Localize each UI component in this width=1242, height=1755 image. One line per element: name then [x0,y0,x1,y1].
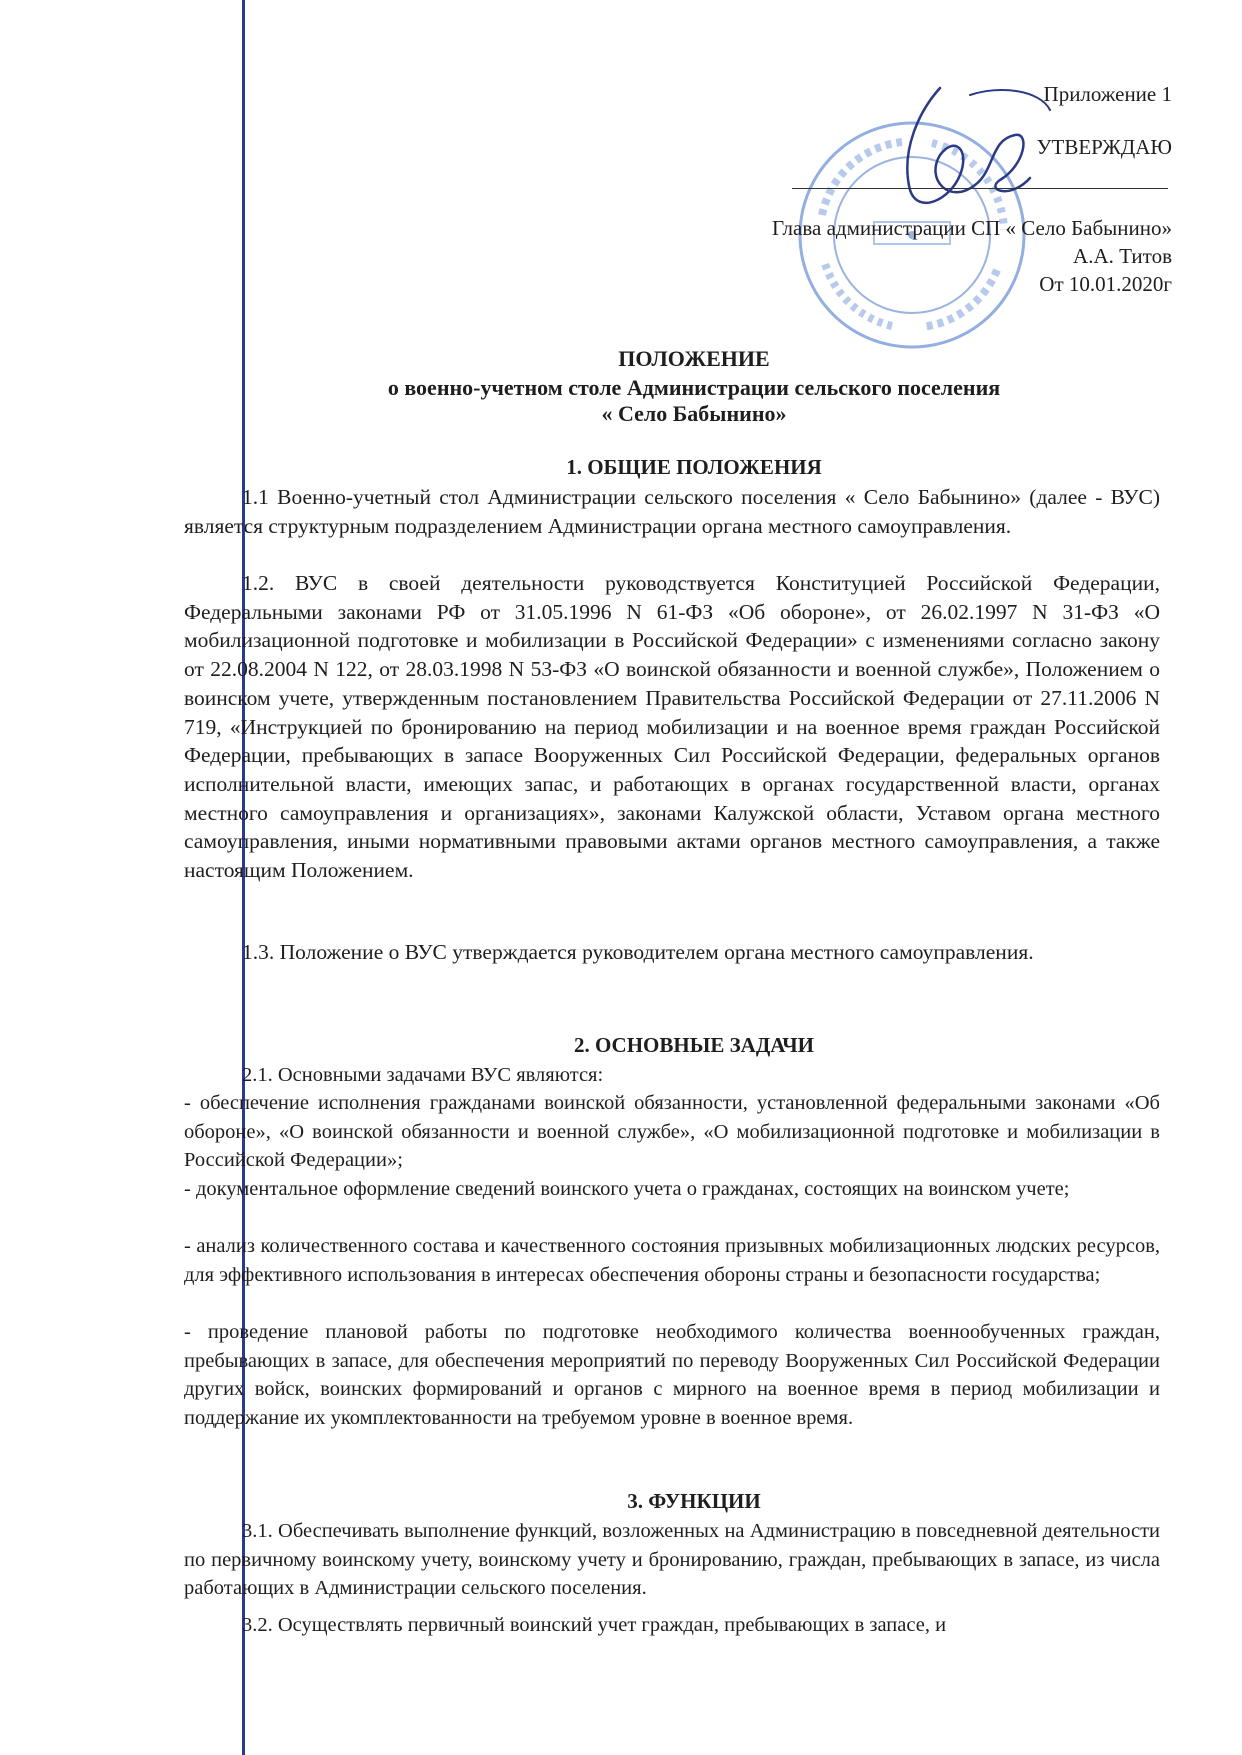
approver-name: А.А. Титов [1073,244,1172,268]
paragraph-1-2: 1.2. ВУС в своей деятельности руководствуется Конституцией Российской Федерации, Федеральными законами РФ от 31.05.1996 N 61-ФЗ «Об обороне», от 26.02.1997 N 31-ФЗ «О мобилизационной подготовке и мобилизации в Российской Федерации» с изменениями согласно закону от 22.08.2004 N 122, от 28.03.1998 N 53-ФЗ «О воинской обязанности и военной службе», Положением о воинском учете, утвержденным постановлением Правительства Российской Федерации от 27.11.2006 N 719, «Инструкцией по бронированию на период мобилизации и на военное время граждан Российской Федерации, пребывающих в запасе Вооруженных Сил Российской Федерации, федеральных органов исполнительной власти, имеющих запас, и работающих в органах государственной власти, органах местного самоуправления и организациях», законами Калужской области, Уставом органа местного самоуправления, иными нормативными правовыми актами органов местного самоуправления, а также настоящим Положением. [184,571,1160,883]
approver-position: Глава администрации СП « Село Бабынино» [772,216,1172,240]
task-item: - проведение плановой работы по подготовке необходимого количества военнообученных граждан, пребывающих в запасе, для обеспечения мероприятий по переводу Вооруженных Сил Российской Федерации других войск, воинских формирований и органов с мирного на военное время в период мобилизации и поддержание их укомплектованности на требуемом уровне в военное время. [184,1321,1160,1430]
approval-date: От 10.01.2020г [1039,272,1172,296]
paragraph-3-1: 3.1. Обеспечивать выполнение функций, возложенных на Администрацию в повседневной деятельности по первичному воинскому учету, воинскому учету и бронированию, граждан, пребывающих в запасе, из числа работающих в Администрации сельского поселения. [184,1520,1160,1600]
section-heading-tasks: 2. ОСНОВНЫЕ ЗАДАЧИ [573,1033,815,1057]
handwritten-signature [880,80,1060,230]
paragraph-1-3: 1.3. Положение о ВУС утверждается руководителем органа местного самоуправления. [242,940,1034,964]
signature-line [792,188,1168,189]
document-subtitle: о военно-учетном столе Администрации сельского поселения [387,375,1001,400]
approver-block [772,214,1172,298]
paragraph-2-1: 2.1. Основными задачами ВУС являются: [242,1064,604,1086]
appendix-label: Приложение 1 [1043,82,1172,106]
document-title: ПОЛОЖЕНИЕ [618,346,770,371]
paragraph-3-2: 3.2. Осуществлять первичный воинский учет граждан, пребывающих в запасе, и [242,1614,947,1636]
task-item: - документальное оформление сведений воинского учета о гражданах, состоящих на воинском учете; [184,1178,1070,1200]
section-heading-general: 1. ОБЩИЕ ПОЛОЖЕНИЯ [566,455,822,479]
approve-label: УТВЕРЖДАЮ [1036,135,1172,159]
task-item: - анализ количественного состава и качественного состояния призывных мобилизационных людских ресурсов, для эффективного использования в интересах обеспечения обороны страны и безопасности государства; [184,1235,1160,1286]
document-subtitle-settlement: « Село Бабынино» [601,401,787,426]
section-heading-functions: 3. ФУНКЦИИ [627,1489,761,1513]
task-item: - обеспечение исполнения гражданами воинской обязанности, установленной федеральными законами «Об обороне», «О воинской обязанности и военной службе», «О мобилизационной подготовке и мобилизации в Российской Федерации»; [184,1092,1160,1172]
paragraph-1-1: 1.1 Военно-учетный стол Администрации сельского поселения « Село Бабынино» (далее - ВУС) является структурным подразделением Администрации органа местного самоуправления. [184,485,1160,538]
